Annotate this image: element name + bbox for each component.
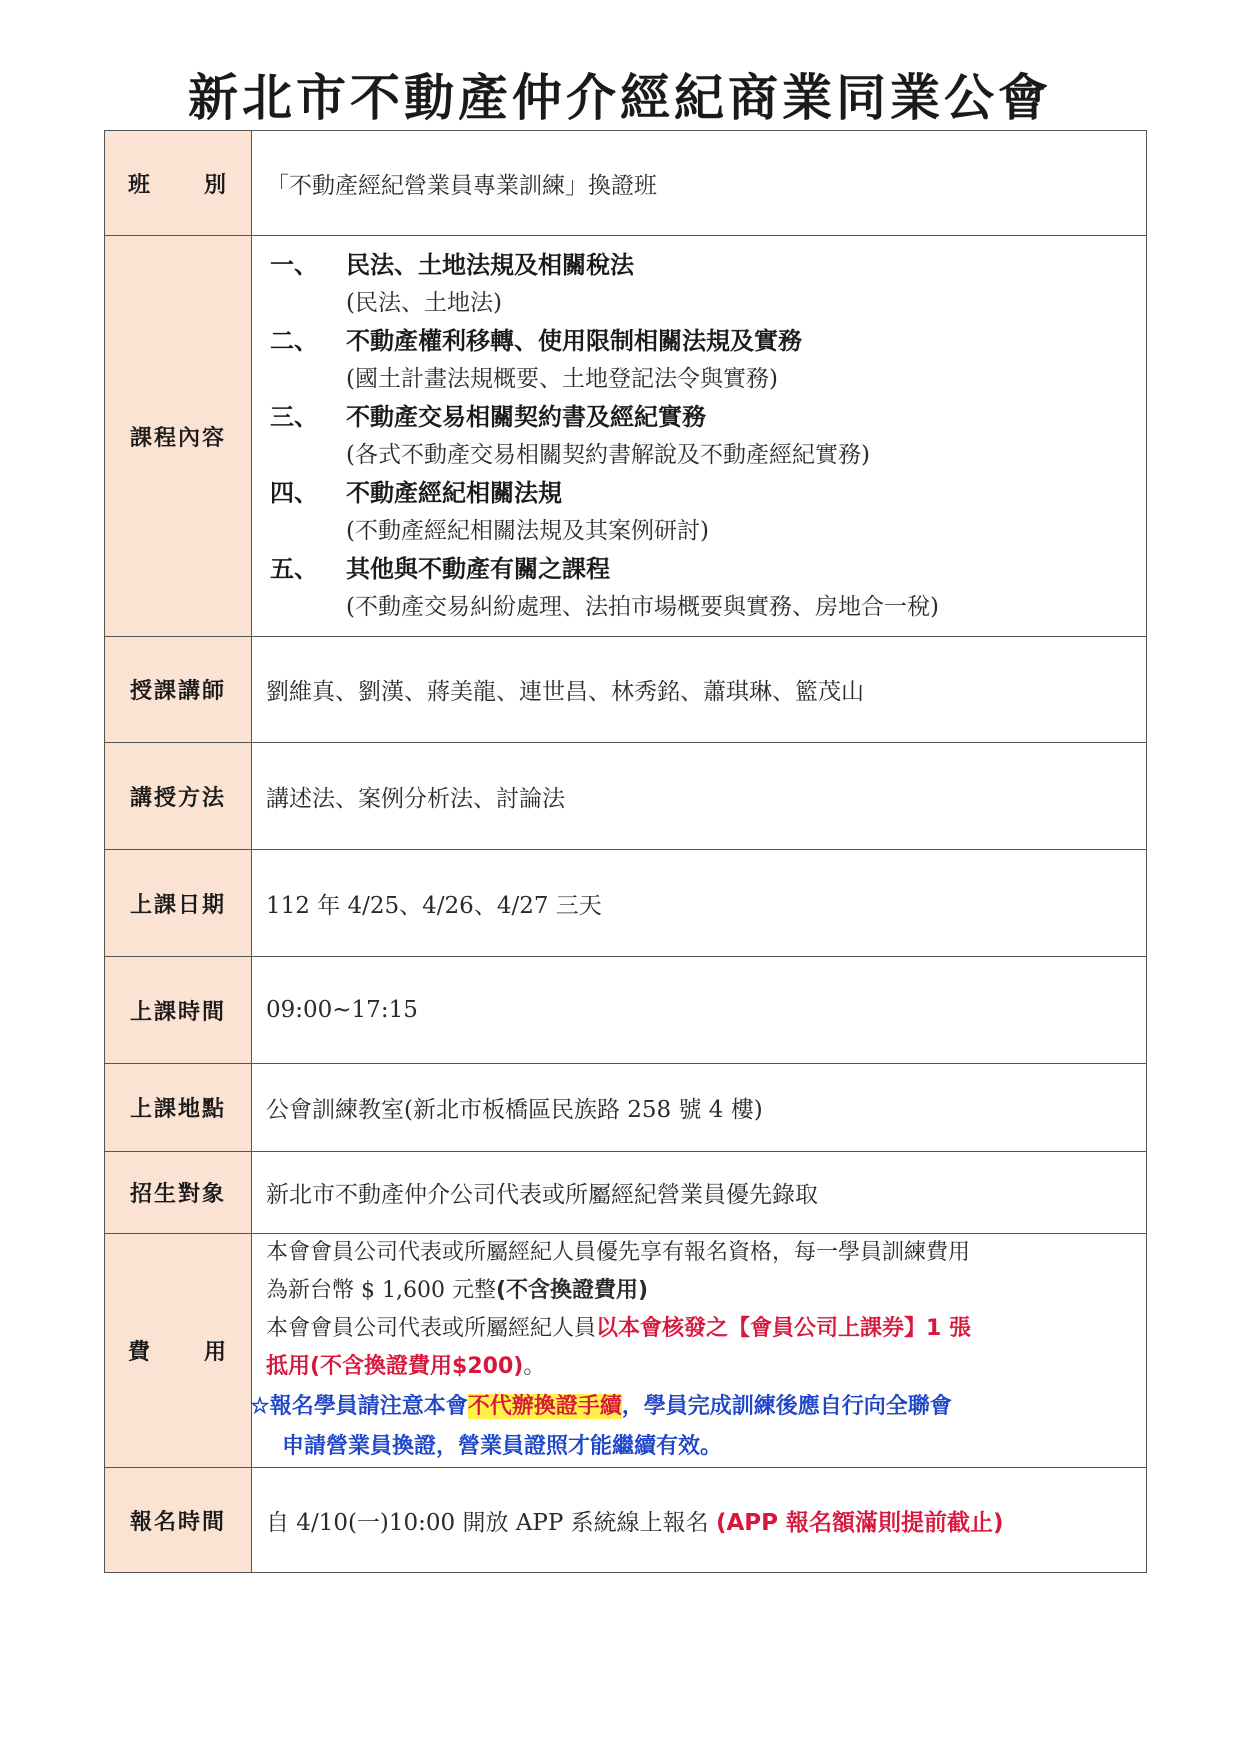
page-title: 新北市不動產仲介經紀商業同業公會 [188, 69, 1052, 127]
table-row-instructors [105, 637, 1147, 743]
course-subtitle: (國土計畫法規概要、土地登記法令與實務) [346, 366, 778, 392]
table-row-location [105, 1064, 1147, 1152]
course-number: 二、 [270, 327, 318, 355]
location-value: 公會訓練教室(新北市板橋區民族路 258 號 4 樓) [252, 1064, 1147, 1152]
fee-voucher-deduct: 抵用(不含換證費用$200) [266, 1354, 524, 1379]
star-icon: ☆ [250, 1393, 270, 1419]
notice-highlight: 不代辦換證手續 [467, 1394, 622, 1419]
label-method: 講授方法 [105, 743, 252, 850]
table-row-register [105, 1468, 1147, 1573]
fee-line-3 [266, 1310, 1132, 1348]
method-value: 講述法、案例分析法、討論法 [252, 743, 1147, 850]
course-title: 民法、土地法規及相關稅法 [346, 251, 634, 279]
course-title: 不動產權利移轉、使用限制相關法規及實務 [346, 327, 802, 355]
fee-amount: 為新台幣 $ 1,600 元整 [266, 1278, 496, 1303]
register-value: 自 4/10(一)10:00 開放 APP 系統線上報名 [266, 1509, 709, 1536]
register-note: (APP 報名額滿則提前截止) [716, 1509, 1004, 1536]
label-instructors: 授課講師 [105, 637, 252, 743]
list-item [270, 550, 1132, 626]
notice-text-b: ，學員完成訓練後應自行向全聯會 [621, 1394, 952, 1419]
course-number: 三、 [270, 403, 318, 431]
label-location: 上課地點 [105, 1064, 252, 1152]
course-subtitle: (不動產經紀相關法規及其案例研討) [346, 518, 709, 544]
course-subtitle: (不動產交易糾紛處理、法拍市場概要與實務、房地合一稅) [346, 594, 939, 620]
list-item [270, 398, 1132, 474]
fee-line-2 [266, 1272, 1132, 1310]
table-row-date [105, 850, 1147, 957]
label-fee-char-2: 用 [204, 1340, 229, 1365]
label-target: 招生對象 [105, 1152, 252, 1234]
course-title: 不動產經紀相關法規 [346, 479, 562, 507]
course-number: 一、 [270, 251, 318, 279]
fee-member-text: 本會會員公司代表或所屬經紀人員 [266, 1316, 597, 1341]
label-class [105, 131, 252, 236]
course-subtitle: (各式不動產交易相關契約書解說及不動產經紀實務) [346, 442, 870, 468]
course-number: 四、 [270, 479, 318, 507]
date-value: 112 年 4/25、4/26、4/27 三天 [252, 850, 1147, 957]
course-title: 不動產交易相關契約書及經紀實務 [346, 403, 706, 431]
list-item [270, 322, 1132, 398]
table-row-fee [105, 1234, 1147, 1468]
label-register: 報名時間 [105, 1468, 252, 1573]
label-class-char-2: 別 [204, 172, 229, 198]
list-item [270, 474, 1132, 550]
time-value: 09:00~17:15 [252, 957, 1147, 1064]
fee-content [252, 1234, 1147, 1468]
table-row-courses [105, 236, 1147, 637]
course-title: 其他與不動產有關之課程 [346, 555, 610, 583]
fee-period: 。 [523, 1354, 546, 1379]
list-item [270, 246, 1132, 322]
label-date: 上課日期 [105, 850, 252, 957]
notice-text-a: 報名學員請注意本會 [269, 1394, 468, 1419]
label-fee-char-1: 費 [127, 1340, 152, 1365]
class-value-text: 「不動產經紀營業員專業訓練」換證班 [266, 172, 657, 199]
fee-notice [250, 1386, 1132, 1427]
table-row-time [105, 957, 1147, 1064]
fee-exclusion: (不含換證費用) [495, 1278, 649, 1303]
table-row-target [105, 1152, 1147, 1234]
target-value: 新北市不動產仲介公司代表或所屬經紀營業員優先錄取 [252, 1152, 1147, 1234]
course-info-table [104, 130, 1147, 1573]
table-row-class [105, 131, 1147, 236]
register-content [252, 1468, 1147, 1573]
label-fee [105, 1234, 252, 1468]
fee-line-4 [266, 1348, 1132, 1386]
fee-line-1: 本會會員公司代表或所屬經紀人員優先享有報名資格，每一學員訓練費用 [266, 1240, 971, 1265]
course-list [266, 236, 1132, 636]
courses-content [252, 236, 1147, 637]
label-courses: 課程內容 [105, 236, 252, 637]
label-class-char-1: 班 [127, 172, 152, 198]
instructors-value: 劉維真、劉漢、蔣美龍、連世昌、林秀銘、蕭琪琳、籃茂山 [252, 637, 1147, 743]
table-row-method [105, 743, 1147, 850]
label-time: 上課時間 [105, 957, 252, 1064]
course-number: 五、 [270, 555, 318, 583]
fee-notice-line-2: 申請營業員換證，營業員證照才能繼續有效。 [282, 1434, 723, 1459]
course-subtitle: (民法、土地法) [346, 290, 502, 316]
fee-voucher-text: 以本會核發之【會員公司上課券】1 張 [596, 1316, 971, 1341]
class-value [252, 131, 1147, 236]
